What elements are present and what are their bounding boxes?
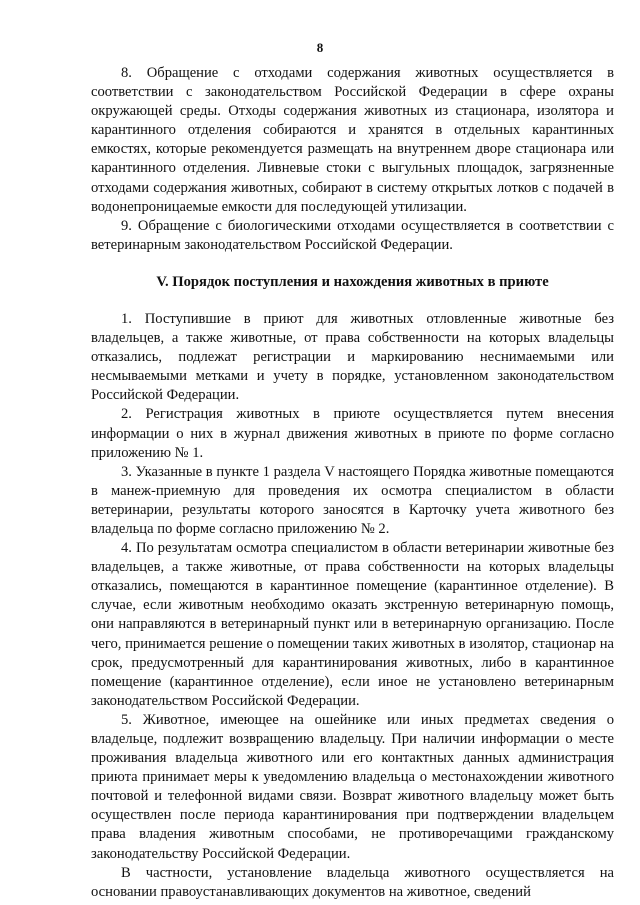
paragraph-v-1: 1. Поступившие в приют для животных отловленные животные без владельцев, а также животные, от права собственности на которых владельцы отказались, подлежат регистрации и маркированию неснимаемыми или несмываемыми метками и учету в порядке, установленном законодательством Российской Федерации.: [91, 310, 614, 404]
paragraph-v-5: 5. Животное, имеющее на ошейнике или иных предметах сведения о владельце, подлежит возвращению владельцу. При наличии информации о месте проживания владельца животного или его контактных данных администрация приюта принимает меры к уведомлению владельца о местонахождении животного почтовой и телефонной видами связи. Возврат животного владельцу может быть осуществлен после периода карантинирования при подтверждении владельцем права владения животным способами, не противоречащими гражданскому законодательству Российской Федерации.: [91, 711, 614, 862]
document-body: [91, 64, 614, 902]
paragraph-8: 8. Обращение с отходами содержания животных осуществляется в соответствии с законодательством Российской Федерации в сфере охраны окружающей среды. Отходы содержания животных из стационара, изолятора и карантинного отделения собираются и хранятся в отдельных карантинных емкостях, которые рекомендуется размещать на внутреннем дворе стационара или карантинного отделения. Ливневые стоки с выгульных площадок, загрязненные отходами содержания животных, собирают в систему открытых лотков с подачей в водонепроницаемые емкости для последующей утилизации.: [91, 65, 614, 215]
paragraph-v-2: 2. Регистрация животных в приюте осуществляется путем внесения информации о них в журнал движения животных в приюте по форме согласно приложению № 1.: [91, 406, 614, 461]
paragraph-9: 9. Обращение с биологическими отходами осуществляется в соответствии с ветеринарным законодательством Российской Федерации.: [91, 217, 614, 253]
section-heading: V. Порядок поступления и нахождения животных в приюте: [156, 273, 549, 290]
paragraph-v-5-continued: В частности, установление владельца животного осуществляется на основании правоустанавливающих документов на животное, сведений: [91, 864, 614, 900]
paragraph-v-3: 3. Указанные в пункте 1 раздела V настоящего Порядка животные помещаются в манеж-приемную для проведения их осмотра специалистом в области ветеринарии, результаты которого заносятся в Карточку учета животного без владельца по форме согласно приложению № 2.: [91, 463, 614, 537]
page-number: 8: [316, 40, 324, 55]
paragraph-v-4: 4. По результатам осмотра специалистом в области ветеринарии животные без владельцев, а также животные, от права собственности на которых владельцы отказались, помещаются в карантинное помещение (карантинное отделение). В случае, если животным необходимо оказать экстренную ветеринарную помощь, они направляются в ветеринарный пункт или в ветеринарную организацию. После чего, принимается решение о помещении таких животных в изолятор, стационар на срок, предусмотренный для карантинирования животных, либо в карантинное помещение (карантинное отделение), если иное не установлено ветеринарным законодательством Российской Федерации.: [91, 540, 614, 709]
